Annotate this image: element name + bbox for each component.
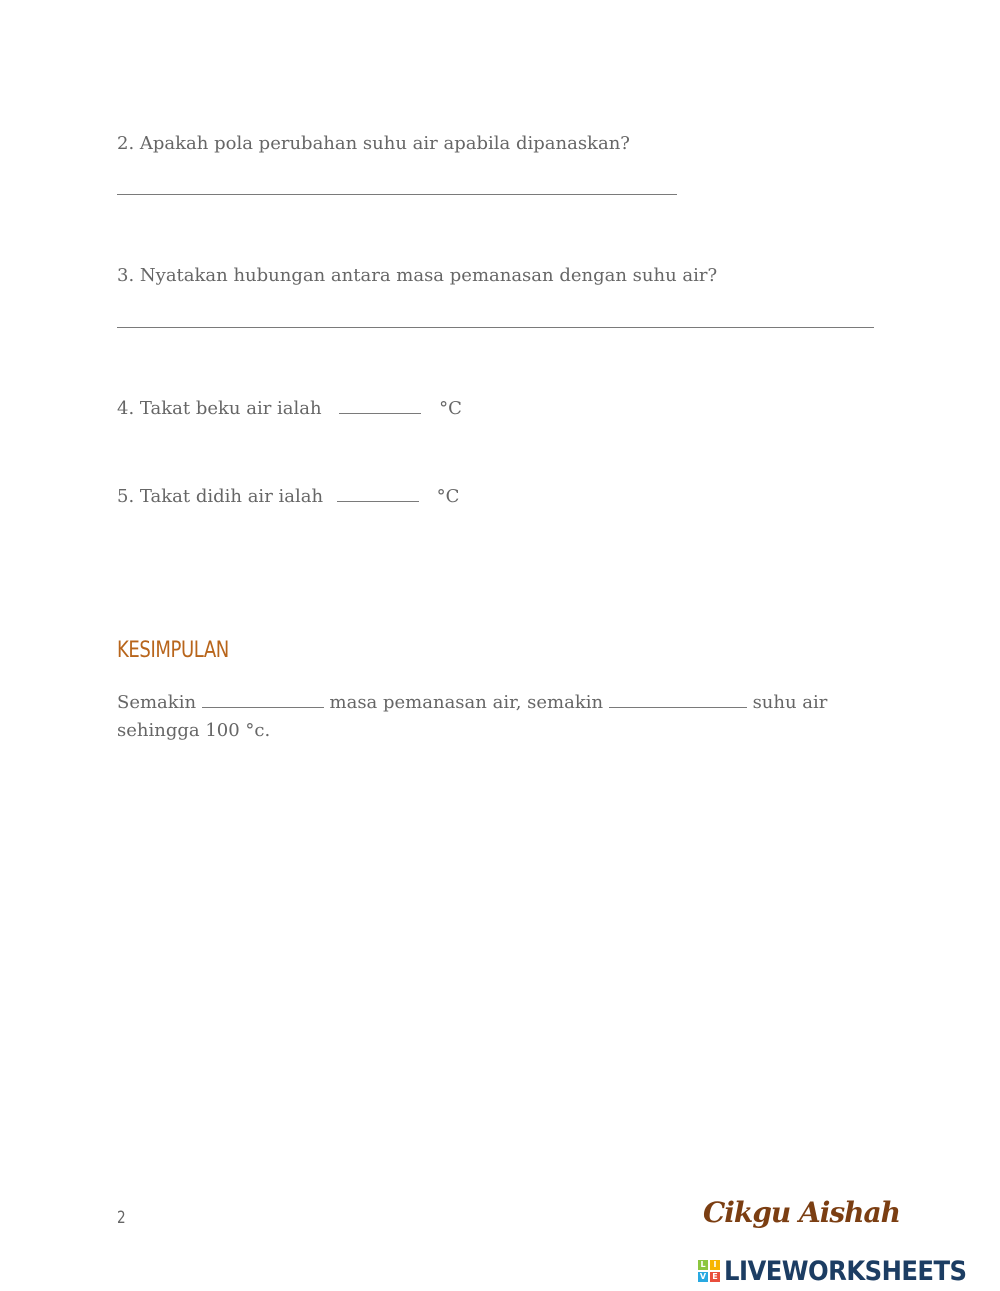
question-4: [117, 397, 462, 420]
conclusion-paragraph: [117, 689, 837, 745]
conclusion-heading: KESIMPULAN: [117, 638, 229, 663]
liveworksheets-logo-icon: [698, 1260, 720, 1282]
conclusion-blank-2[interactable]: [609, 691, 747, 708]
logo-letter-l: L: [698, 1260, 708, 1270]
freezing-point-blank[interactable]: [339, 397, 421, 414]
question-5-unit: °C: [436, 486, 460, 507]
logo-letter-e: E: [710, 1272, 720, 1282]
boiling-point-blank[interactable]: [337, 485, 419, 502]
conclusion-part-2: masa pemanasan air, semakin: [329, 692, 604, 713]
question-4-unit: °C: [439, 398, 462, 419]
question-2: 2. Apakah pola perubahan suhu air apabila dipanaskan?: [117, 133, 630, 154]
logo-letter-i: I: [710, 1260, 720, 1270]
question-4-text: 4. Takat beku air ialah: [117, 398, 322, 419]
signature-logo: Cikgu Aishah: [703, 1196, 900, 1229]
question-3: 3. Nyatakan hubungan antara masa pemanasan dengan suhu air?: [117, 265, 718, 286]
conclusion-blank-1[interactable]: [202, 691, 324, 708]
liveworksheets-brand-text: LIVEWORKSHEETS: [724, 1255, 967, 1287]
liveworksheets-logo: [698, 1256, 993, 1286]
answer-line-question-3[interactable]: [117, 327, 874, 328]
page-number: 2: [117, 1208, 126, 1228]
conclusion-part-3: suhu air sehingga 100 °c.: [117, 692, 828, 741]
conclusion-part-1: Semakin: [117, 692, 197, 713]
question-5: [117, 485, 459, 508]
question-5-text: 5. Takat didih air ialah: [117, 486, 324, 507]
logo-letter-v: V: [699, 1272, 707, 1281]
answer-line-question-2[interactable]: [117, 194, 677, 195]
